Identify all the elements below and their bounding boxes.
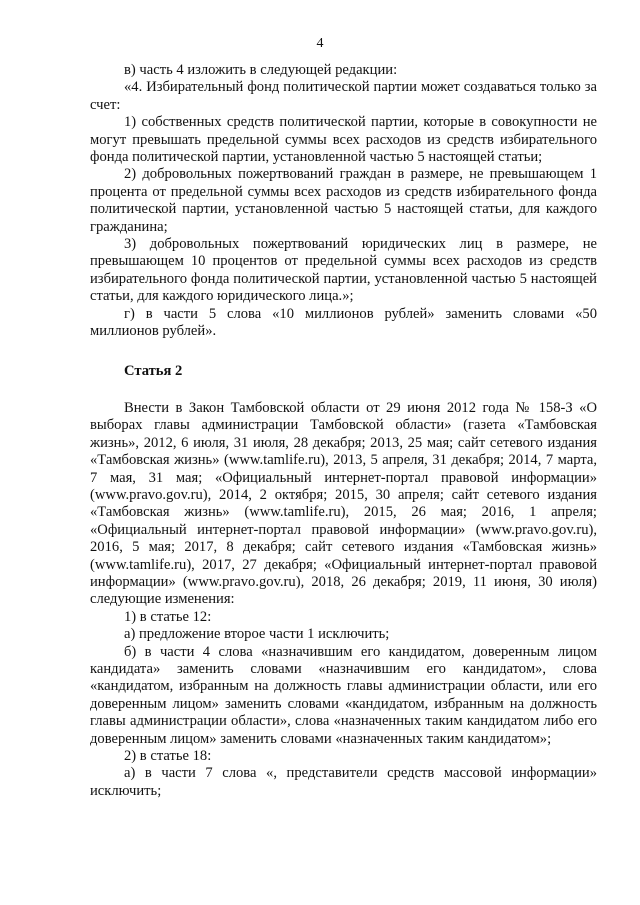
paragraph-article12-b: б) в части 4 слова «назначившим его кандидатом, доверенным лицом кандидата» заменить словами «назначившим его кандидатом», слова «кандидатом, избранным на должность главы администрации области, или его доверенным лицом» заменить словами «кандидатом, избранным на должность главы администрации области», слова «назначенных таким кандидатом либо его доверенным лицом» заменить словами «назначенных таким кандидатом»; xyxy=(90,643,597,747)
paragraph-item-2: 2) добровольных пожертвований граждан в размере, не превышающем 1 процента от предельной суммы всех расходов из средств избирательного фонда политической партии, установленной частью 5 настоящей статьи, для каждого гражданина; xyxy=(90,166,597,235)
paragraph-fund-part4: «4. Избирательный фонд политической партии может создаваться только за счет: xyxy=(90,79,597,113)
paragraph-article18: 2) в статье 18: xyxy=(124,748,212,765)
paragraph-amendment-v: в) часть 4 изложить в следующей редакции: xyxy=(124,62,398,78)
paragraph-article12-a: а) предложение второе части 1 исключить; xyxy=(124,626,390,643)
paragraph-article18-a: а) в части 7 слова «, представители средств массовой информации» исключить; xyxy=(90,765,597,799)
paragraph-item-3: 3) добровольных пожертвований юридических лиц в размере, не превышающем 10 процентов от предельной суммы всех расходов из средств избирательного фонда политической партии, установленной частью 5 настоящей статьи, для каждого юридического лица.»; xyxy=(90,236,597,305)
paragraph-item-1: 1) собственных средств политической партии, которые в совокупности не могут превышать предельной суммы всех расходов из средств избирательного фонда политической партии, установленной частью 5 настоящей статьи; xyxy=(90,114,597,166)
page-number: 4 xyxy=(316,36,324,51)
document-body xyxy=(90,62,597,800)
paragraph-amendment-g: г) в части 5 слова «10 миллионов рублей» заменить словами «50 миллионов рублей». xyxy=(90,305,597,340)
paragraph-article12: 1) в статье 12: xyxy=(124,608,212,625)
article-heading: Статья 2 xyxy=(124,362,183,379)
paragraph-article2-intro: Внести в Закон Тамбовской области от 29 июня 2012 года № 158-З «О выборах главы администрации Тамбовской области» (газета «Тамбовская жизнь», 2012, 6 июля, 31 июля, 28 декабря; 2013, 25 мая; сайт сетевого издания «Тамбовская жизнь» (www.tamlife.ru), 2013, 5 апреля, 31 декабря; 2014, 7 марта, 7 мая, 31 мая; «Официальный интернет-портал правовой информации» (www.pravo.gov.ru), 2014, 2 октября; 2015, 30 апреля; сайт сетевого издания «Тамбовская жизнь» (www.tamlife.ru), 2015, 26 мая; 2016, 1 апреля; «Официальный интернет-портал правовой информации» (www.pravo.gov.ru), 2016, 5 мая; 2017, 8 декабря; сайт сетевого издания «Тамбовская жизнь» (www.tamlife.ru), 2017, 27 декабря; «Официальный интернет-портал правовой информации» (www.pravo.gov.ru), 2018, 26 декабря; 2019, 11 июня, 30 июля) следующие изменения: xyxy=(90,399,597,608)
